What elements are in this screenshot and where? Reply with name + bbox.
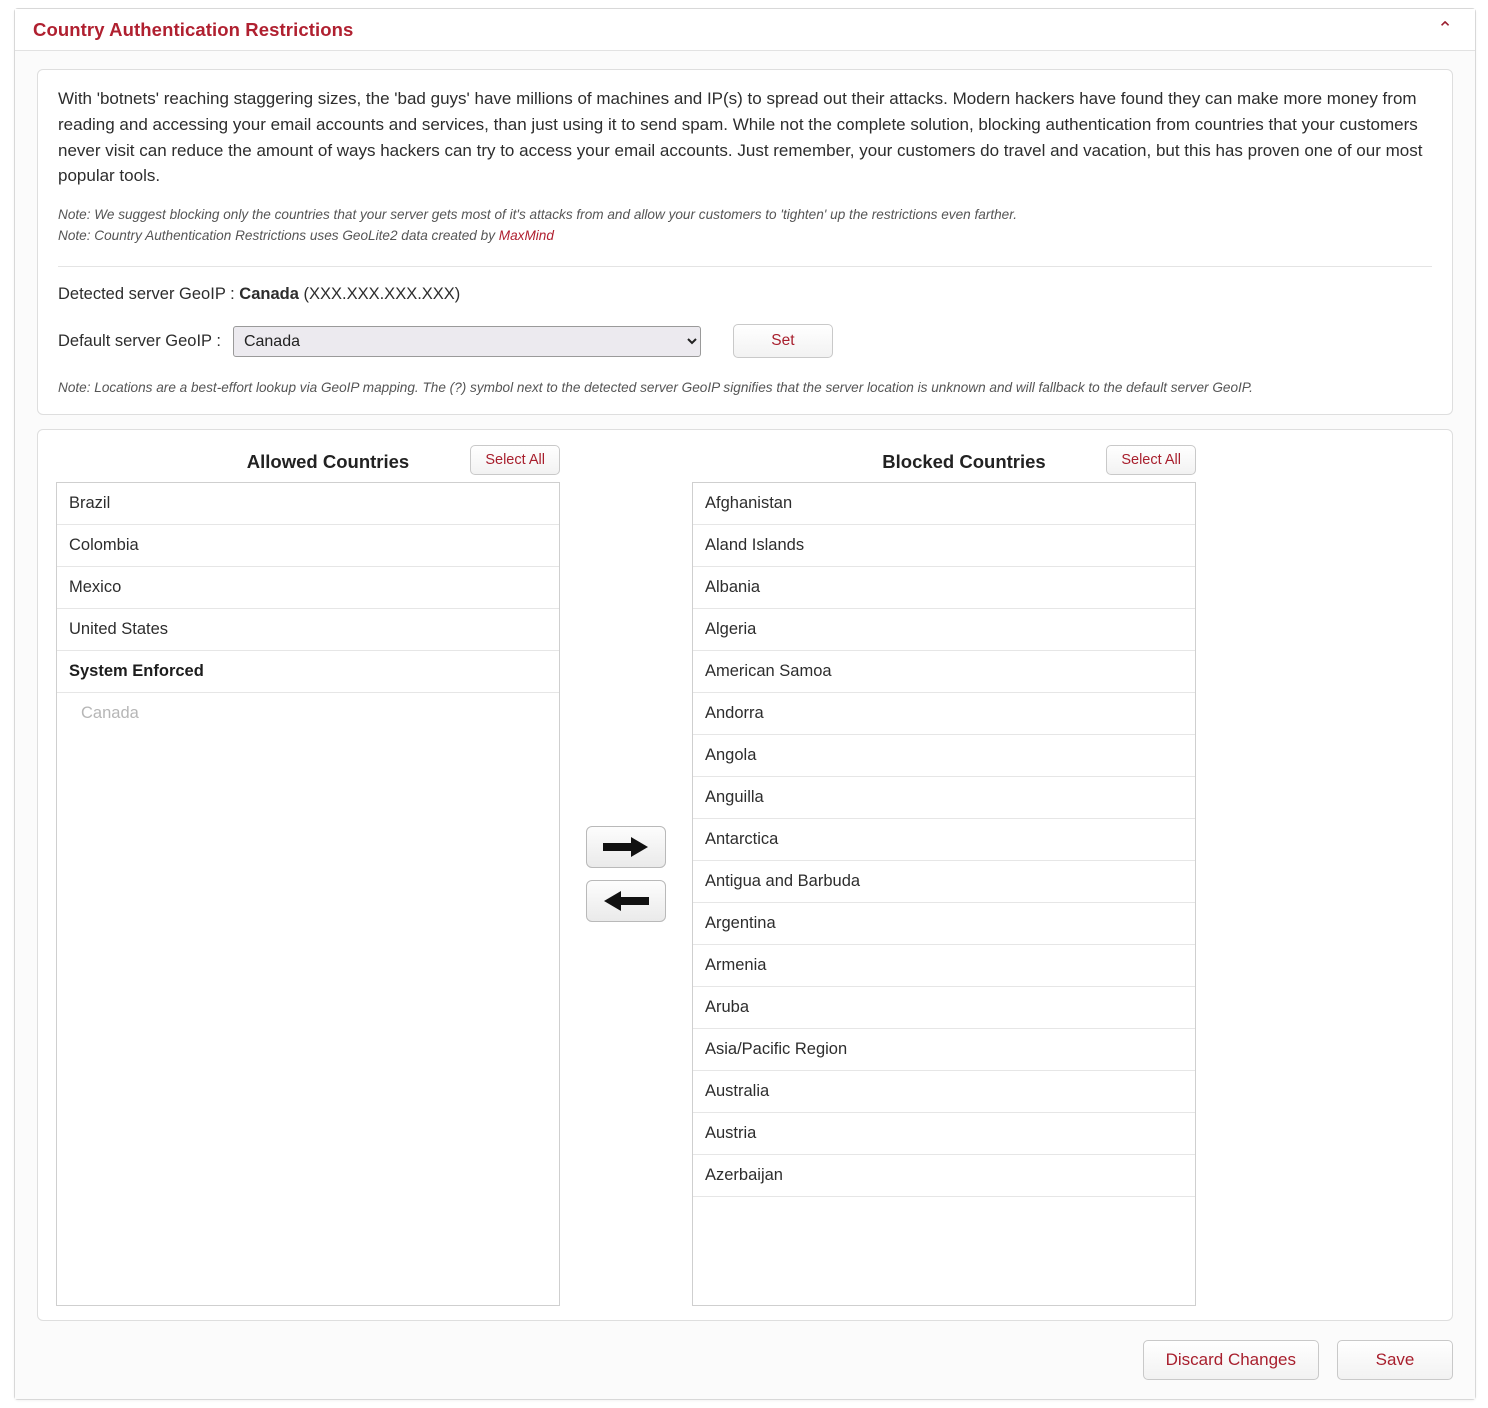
panel-header <box>15 9 1475 51</box>
blocked-countries-column <box>692 442 1196 1306</box>
list-item[interactable]: Argentina <box>693 903 1195 945</box>
blocked-countries-list[interactable] <box>692 482 1196 1306</box>
default-geoip-label: Default server GeoIP : <box>58 331 221 350</box>
detected-geoip-ip: (XXX.XXX.XXX.XXX) <box>298 285 461 304</box>
discard-changes-button[interactable]: Discard Changes <box>1143 1340 1319 1380</box>
list-item[interactable]: Australia <box>693 1071 1195 1113</box>
country-lists-box <box>37 429 1453 1321</box>
blocked-countries-header <box>692 442 1196 482</box>
chevron-up-icon[interactable]: ⌃ <box>1437 19 1453 40</box>
allowed-countries-title: Allowed Countries <box>246 451 410 473</box>
list-item[interactable]: Azerbaijan <box>693 1155 1195 1197</box>
country-auth-restrictions-panel <box>14 8 1476 1400</box>
set-button[interactable]: Set <box>733 324 833 358</box>
list-item[interactable]: Brazil <box>57 483 559 525</box>
maxmind-link[interactable]: MaxMind <box>498 227 554 243</box>
list-item[interactable]: Angola <box>693 735 1195 777</box>
list-item[interactable]: Albania <box>693 567 1195 609</box>
panel-footer <box>15 1321 1475 1399</box>
intro-text: With 'botnets' reaching staggering sizes, the 'bad guys' have millions of machines and IP(s) to spread out their attacks. Modern hackers have found they can make more money from reading and accessing your email accounts and services, than just using it to send spam. While not the complete solution, blocking authentication from countries that your customers never visit can reduce the amount of ways hackers can try to access your email accounts. Just remember, your customers do travel and vacation, but this has proven one of our most popular tools. <box>58 89 1423 186</box>
list-item[interactable]: Antarctica <box>693 819 1195 861</box>
arrow-left-icon <box>603 890 649 912</box>
list-item[interactable]: Asia/Pacific Region <box>693 1029 1195 1071</box>
blocked-countries-title: Blocked Countries <box>882 451 1046 473</box>
arrow-right-icon <box>603 836 649 858</box>
note-geolite-text: Note: Country Authentication Restrictions uses GeoLite2 data created by <box>58 227 499 243</box>
note-suggestion: Note: We suggest blocking only the countries that your server gets most of it's attacks from and allow your customers to 'tighten' up the restrictions even farther. <box>58 207 1018 223</box>
note-lookup: Note: Locations are a best-effort lookup via GeoIP mapping. The (?) symbol next to the detected server GeoIP signifies that the server location is unknown and will fallback to the default server GeoIP. <box>58 380 1253 396</box>
list-section-header: System Enforced <box>57 651 559 693</box>
list-item[interactable]: United States <box>57 609 559 651</box>
list-item[interactable]: Andorra <box>693 693 1195 735</box>
allowed-select-all-button[interactable]: Select All <box>470 445 560 475</box>
move-left-button[interactable] <box>586 880 666 922</box>
list-item[interactable]: Algeria <box>693 609 1195 651</box>
blocked-select-all-button[interactable]: Select All <box>1106 445 1196 475</box>
list-item[interactable]: Anguilla <box>693 777 1195 819</box>
move-right-button[interactable] <box>586 826 666 868</box>
page-title: Country Authentication Restrictions <box>33 18 354 40</box>
list-item[interactable]: Afghanistan <box>693 483 1195 525</box>
list-item: Canada <box>81 704 139 723</box>
list-item[interactable]: Armenia <box>693 945 1195 987</box>
info-box <box>37 69 1453 415</box>
divider <box>58 266 1432 267</box>
list-item[interactable]: Mexico <box>57 567 559 609</box>
list-item[interactable]: Aruba <box>693 987 1195 1029</box>
transfer-controls <box>560 442 692 1306</box>
list-item[interactable]: American Samoa <box>693 651 1195 693</box>
allowed-countries-list[interactable] <box>56 482 560 1306</box>
save-button[interactable]: Save <box>1337 1340 1453 1380</box>
detected-geoip-country: Canada <box>239 285 299 304</box>
list-item[interactable]: Colombia <box>57 525 559 567</box>
list-item[interactable]: Aland Islands <box>693 525 1195 567</box>
note-geolite <box>58 226 1432 246</box>
list-item[interactable]: Antigua and Barbuda <box>693 861 1195 903</box>
allowed-countries-header <box>56 442 560 482</box>
allowed-countries-column <box>56 442 560 1306</box>
default-geoip-select[interactable] <box>233 326 701 357</box>
list-item[interactable]: Austria <box>693 1113 1195 1155</box>
detected-geoip-label: Detected server GeoIP : <box>58 285 240 304</box>
detected-geoip-row <box>58 285 1432 304</box>
panel-body <box>15 51 1475 1321</box>
default-geoip-row <box>58 324 1432 358</box>
